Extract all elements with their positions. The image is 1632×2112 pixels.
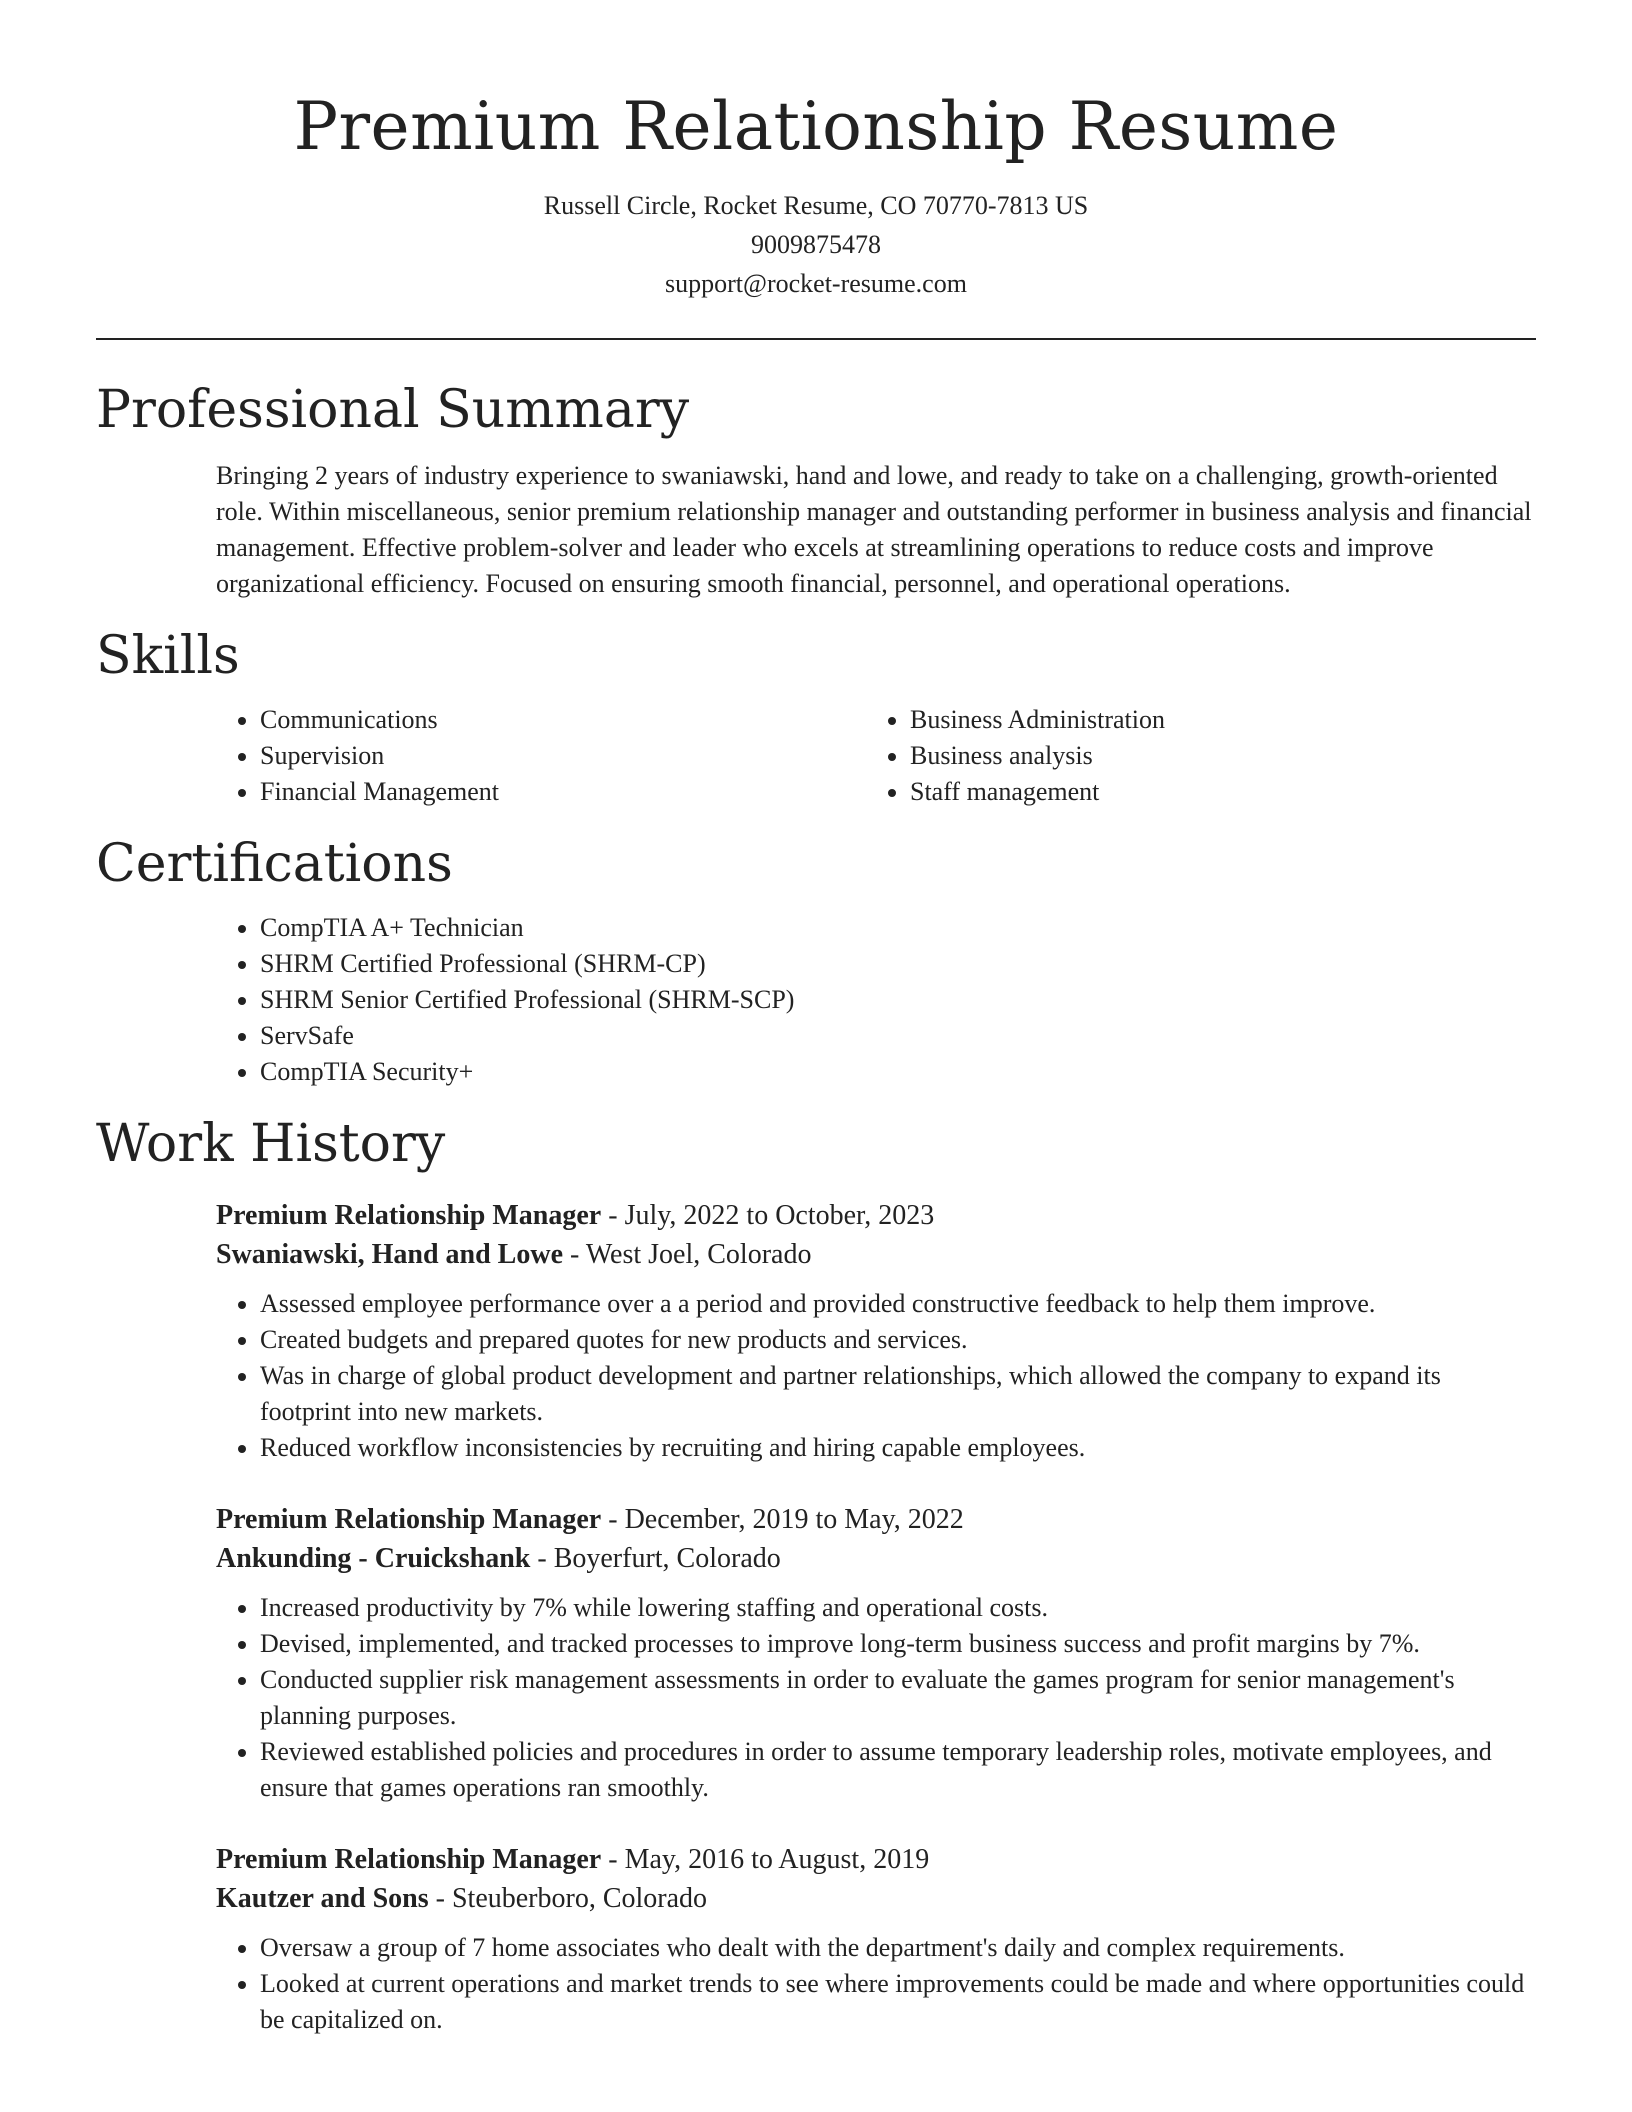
job-title-line [216, 1500, 1536, 1539]
job-dates: July, 2022 to October, 2023 [624, 1200, 935, 1231]
job-bullet-list [216, 1286, 1536, 1466]
separator: - [601, 1504, 625, 1535]
certification-item: • SHRM Senior Certified Professional (SHRM-SCP) [260, 982, 1536, 1018]
skill-item: • Financial Management [260, 774, 866, 810]
job-bullet: • Created budgets and prepared quotes for new products and services. [260, 1322, 1536, 1358]
job-bullet: • Was in charge of global product development and partner relationships, which allowed the company to expand its footprint into new markets. [260, 1358, 1536, 1430]
skills-grid [216, 702, 1536, 810]
job-company-line [216, 1879, 1536, 1918]
job-bullets [216, 1930, 1536, 2038]
separator: - [601, 1200, 625, 1231]
job-dates: May, 2016 to August, 2019 [624, 1844, 930, 1875]
job-title: Premium Relationship Manager [216, 1504, 602, 1535]
certifications-block [216, 910, 1536, 1090]
resume-title: Premium Relationship Resume [293, 88, 1339, 165]
separator: - [530, 1543, 554, 1574]
job-bullet: • Reduced workflow inconsistencies by recruiting and hiring capable employees. [260, 1430, 1536, 1466]
contact-block [96, 186, 1536, 303]
skill-item: • Communications [260, 702, 866, 738]
professional-summary-heading: Professional Summary [96, 380, 690, 440]
professional-summary-text: Bringing 2 years of industry experience to swaniawski, hand and lowe, and ready to take on a challenging, growth-oriented role. Within miscellaneous, senior premium relationship manager and outstanding performer in business analysis and financial management. Effective problem-solver and leader who excels at streamlining operations to reduce costs and improve organizational efficiency. Focused on ensuring smooth financial, personnel, and operational operations. [216, 461, 1532, 598]
certifications-list [216, 910, 1536, 1090]
header-divider [96, 338, 1536, 340]
job-title: Premium Relationship Manager [216, 1844, 602, 1875]
certifications-heading: Certifications [96, 834, 453, 894]
certification-item: • SHRM Certified Professional (SHRM-CP) [260, 946, 1536, 982]
contact-email[interactable]: support@rocket-resume.com [665, 269, 967, 298]
contact-phone: 9009875478 [751, 230, 881, 259]
job-bullet: • Assessed employee performance over a a period and provided constructive feedback to help them improve. [260, 1286, 1536, 1322]
job-entry [216, 1500, 1536, 1806]
skills-heading: Skills [96, 626, 240, 686]
job-company: Swaniawski, Hand and Lowe [216, 1239, 564, 1270]
certification-item: • CompTIA A+ Technician [260, 910, 1536, 946]
separator: - [563, 1239, 586, 1270]
job-bullet: • Oversaw a group of 7 home associates who dealt with the department's daily and complex requirements. [260, 1930, 1536, 1966]
professional-summary-section [96, 380, 1536, 602]
skills-section [96, 626, 1536, 810]
separator: - [601, 1844, 625, 1875]
job-bullet: • Devised, implemented, and tracked processes to improve long-term business success and profit margins by 7%. [260, 1626, 1536, 1662]
job-location: Steuberboro, Colorado [451, 1883, 708, 1914]
work-history-heading: Work History [96, 1114, 446, 1174]
job-company-line [216, 1235, 1536, 1274]
work-history-section [96, 1114, 1536, 2038]
job-location: West Joel, Colorado [585, 1239, 812, 1270]
job-entry [216, 1196, 1536, 1466]
job-company-line [216, 1539, 1536, 1578]
resume-header [96, 0, 1536, 303]
job-bullet: • Reviewed established policies and procedures in order to assume temporary leadership roles, motivate employees, and ensure that games operations ran smoothly. [260, 1734, 1536, 1806]
job-bullet: • Looked at current operations and market trends to see where improvements could be made and where opportunities could be capitalized on. [260, 1966, 1536, 2038]
certification-item: • CompTIA Security+ [260, 1054, 1536, 1090]
job-dates: December, 2019 to May, 2022 [624, 1504, 964, 1535]
skills-column-left [216, 702, 866, 810]
skill-item: • Business Administration [910, 702, 1516, 738]
skills-list-right [866, 702, 1516, 810]
separator: - [428, 1883, 452, 1914]
job-location: Boyerfurt, Colorado [553, 1543, 781, 1574]
job-title-line [216, 1196, 1536, 1235]
certifications-section [96, 834, 1536, 1090]
contact-address: Russell Circle, Rocket Resume, CO 70770-7813 US [543, 191, 1089, 220]
job-title: Premium Relationship Manager [216, 1200, 602, 1231]
job-bullet: • Increased productivity by 7% while lowering staffing and operational costs. [260, 1590, 1536, 1626]
job-bullet-list [216, 1930, 1536, 2038]
job-bullets [216, 1590, 1536, 1806]
job-title-line [216, 1840, 1536, 1879]
skill-item: • Supervision [260, 738, 866, 774]
job-bullet-list [216, 1590, 1536, 1806]
job-entry [216, 1840, 1536, 2038]
certification-item: • ServSafe [260, 1018, 1536, 1054]
job-bullets [216, 1286, 1536, 1466]
skill-item: • Staff management [910, 774, 1516, 810]
job-company: Kautzer and Sons [216, 1883, 429, 1914]
skill-item: • Business analysis [910, 738, 1516, 774]
job-company: Ankunding - Cruickshank [216, 1543, 531, 1574]
job-bullet: • Conducted supplier risk management assessments in order to evaluate the games program for senior management's planning purposes. [260, 1662, 1536, 1734]
skills-list-left [216, 702, 866, 810]
skills-column-right [866, 702, 1516, 810]
